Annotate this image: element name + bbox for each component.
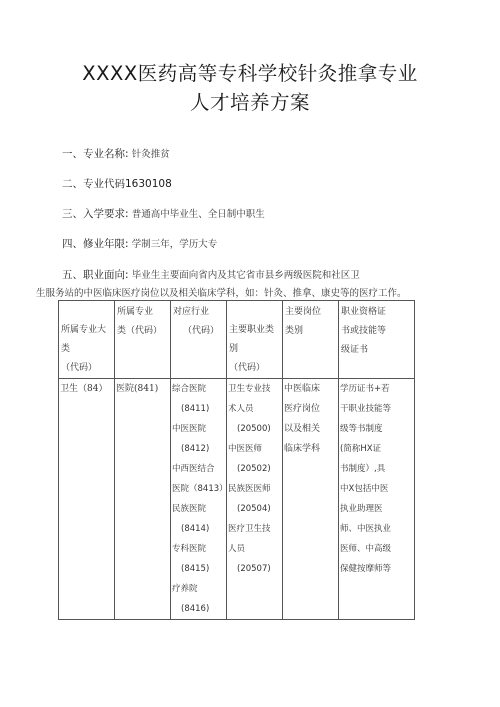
section-value: 普通高中毕业生、全日制中职生 — [131, 209, 265, 220]
cell-line: (20507) — [237, 564, 271, 574]
cell-line: (20504) — [237, 504, 271, 514]
cell-line: (20500) — [237, 424, 271, 434]
cell-line: 师、中医执业 — [340, 524, 392, 534]
cell-line: 术人员 — [228, 404, 254, 414]
cell-line: 执业助理医 — [340, 504, 383, 514]
section-value: 学制三年，学历大专 — [131, 239, 218, 250]
cell-line: (20502) — [237, 464, 271, 474]
table-header-row — [59, 301, 415, 379]
section-value: 针灸推贫 — [131, 149, 170, 160]
cell-line: (8411) — [181, 404, 210, 414]
document-title-line2: 人才培养方案 — [189, 91, 310, 114]
table-cell — [171, 379, 227, 620]
cell-line: 中医医师 — [228, 444, 263, 454]
cell-line: 中医医院 — [172, 424, 207, 434]
header-cell: 对应行业 （代码） — [171, 301, 227, 379]
cell-line: (8414) — [181, 524, 210, 534]
cell-line: (8412) — [181, 444, 210, 454]
cell-line: 医疗卫生技 — [228, 524, 271, 534]
cell-line: 医师、中高级 — [340, 544, 392, 554]
section-label: 五、职业面向: — [62, 269, 129, 281]
table-cell: 医院(841) — [115, 379, 171, 620]
cell-line: 卫生专业技 — [228, 384, 271, 394]
cell-line: 中西医结合 — [172, 464, 215, 474]
header-cell: 主要岗位 类别 — [283, 301, 339, 379]
cell-line: 民族医医师 — [228, 484, 271, 494]
table-cell — [227, 379, 283, 620]
table-cell — [339, 379, 415, 620]
section-value: 毕业生主要面向省内及其它省市县乡两级医院和社区卫 — [131, 270, 360, 281]
career-table — [58, 300, 415, 620]
cell-line: 临床学科 — [284, 444, 321, 454]
section-career — [62, 267, 360, 282]
cell-line: 疗养院 — [172, 584, 198, 594]
header-cell: 所属专业 类（代码） — [115, 301, 171, 379]
cell-line: (8415) — [181, 564, 210, 574]
cell-line: 中X包括中医 — [340, 484, 389, 494]
section-label: 一、专业名称: — [62, 148, 129, 160]
section-major-code — [62, 176, 172, 191]
cell-line: 学历证书+若 — [340, 384, 390, 394]
cell-line: 医疗岗位 — [284, 404, 321, 414]
cell-line: 级等书制度 — [340, 424, 383, 434]
cell-line: 保健按摩师等 — [340, 564, 392, 574]
section-label: 二、专业代码1630108 — [62, 178, 172, 190]
section-career-continued: 生服务站的中医临床医疗岗位以及相关临床学科，如：针灸、推拿、康史等的医疗工作。 — [36, 288, 407, 299]
header-cell: 所属专业大类 （代码） — [59, 301, 115, 379]
cell-line: 医院（8413） — [172, 484, 228, 494]
cell-line: (8416) — [181, 604, 210, 614]
section-label: 三、入学要求: — [62, 208, 129, 220]
cell-line: 以及相关 — [284, 424, 321, 434]
section-label: 四、修业年限: — [62, 238, 129, 250]
cell-line: (简称HX证 — [340, 444, 382, 454]
cell-line: 人员 — [228, 544, 246, 554]
cell-line: 民族医院 — [172, 504, 207, 514]
header-cell: 主要职业类别 （代码） — [227, 301, 283, 379]
section-major-name — [62, 146, 170, 161]
cell-line: 中医临床 — [284, 384, 321, 394]
header-cell: 职业资格证 书或技能等 级证书 — [339, 301, 415, 379]
document-title-line1: XXXX医药高等专科学校针灸推拿专业 — [82, 62, 418, 85]
table-cell: 卫生（84） — [59, 379, 115, 620]
cell-line: 专科医院 — [172, 544, 207, 554]
table-cell — [283, 379, 339, 620]
cell-line: 综合医院 — [172, 384, 207, 394]
table-row — [59, 379, 415, 620]
section-admission — [62, 206, 265, 221]
cell-line: 书制度）,具 — [340, 464, 386, 474]
cell-line: 干职业技能等 — [340, 404, 392, 414]
section-duration — [62, 236, 217, 251]
